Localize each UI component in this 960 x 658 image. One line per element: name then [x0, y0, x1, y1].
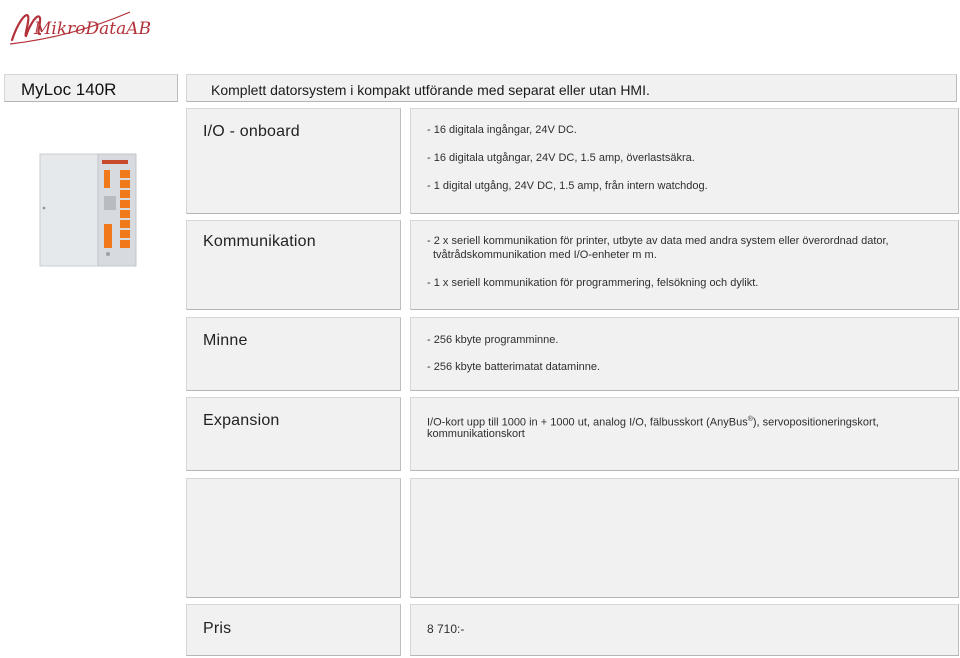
komm-details-cell — [410, 220, 959, 310]
mikrodata-logo — [4, 2, 152, 48]
minne-label: Minne — [203, 332, 248, 349]
komm-item-1-cont: tvåtrådskommunikation med I/O-enheter m m. — [433, 249, 657, 261]
io-details-cell — [410, 108, 959, 214]
product-description: Komplett datorsystem i kompakt utförande med separat eller utan HMI. — [211, 82, 650, 98]
expansion-text-after: ), servopositioneringskort, — [752, 416, 879, 429]
expansion-text-line2: kommunikationskort — [427, 428, 525, 440]
pris-label: Pris — [203, 620, 232, 637]
expansion-details-cell — [410, 397, 959, 471]
minne-item-2: - 256 kbyte batterimatat dataminne. — [427, 361, 601, 373]
empty-cell-left — [186, 478, 401, 598]
expansion-label-cell — [186, 397, 401, 471]
io-item-2: - 16 digitala utgångar, 24V DC, 1.5 amp, överlastsäkra. — [427, 152, 695, 164]
product-title: MyLoc 140R — [21, 80, 117, 99]
komm-label: Kommunikation — [203, 233, 316, 250]
minne-details-cell — [410, 317, 959, 391]
product-description-cell — [186, 74, 957, 102]
komm-label-cell — [186, 220, 401, 310]
minne-label-cell — [186, 317, 401, 391]
product-title-cell — [4, 74, 178, 102]
empty-cell-right — [410, 478, 959, 598]
pris-value-cell — [410, 604, 959, 656]
komm-item-1: - 2 x seriell kommunikation för printer, utbyte av data med andra system eller överordnad dator, — [427, 235, 889, 247]
io-item-3: - 1 digital utgång, 24V DC, 1.5 amp, från intern watchdog. — [427, 180, 708, 192]
device-image — [36, 150, 144, 270]
pris-label-cell — [186, 604, 401, 656]
pris-value: 8 710:- — [427, 622, 465, 636]
expansion-label: Expansion — [203, 412, 280, 429]
io-item-1: - 16 digitala ingångar, 24V DC. — [427, 124, 577, 136]
minne-item-1: - 256 kbyte programminne. — [427, 334, 559, 346]
registered-mark: ® — [747, 416, 753, 423]
komm-item-2: - 1 x seriell kommunikation för programmering, felsökning och dylikt. — [427, 277, 759, 289]
io-label: I/O - onboard — [203, 123, 300, 140]
logo-text: MikroDataAB — [34, 19, 152, 39]
expansion-text-before: I/O-kort upp till 1000 in + 1000 ut, analog I/O, fälbusskort (AnyBus — [427, 416, 748, 429]
io-label-cell — [186, 108, 401, 214]
